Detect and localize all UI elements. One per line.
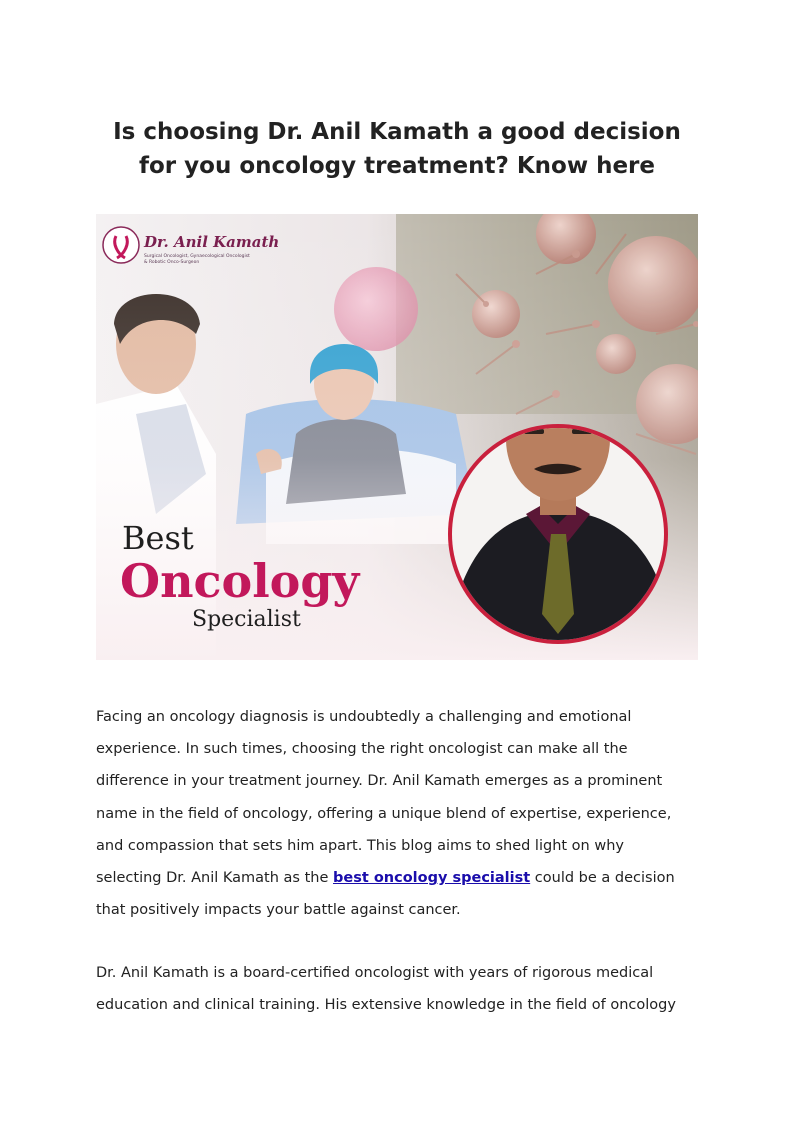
paragraph-line: Dr. Anil Kamath is a board-certified oncologist with years of rigorous medical xyxy=(96,965,654,981)
paragraph-line: and compassion that sets him apart. This blog aims to shed light on why xyxy=(96,837,624,854)
paragraph-line-with-link xyxy=(96,862,706,894)
paragraph-text: could be a decision xyxy=(530,870,675,887)
best-oncology-specialist-link[interactable]: best oncology specialist xyxy=(333,870,531,887)
hero-banner-image xyxy=(96,214,698,660)
paragraph-line: Facing an oncology diagnosis is undoubtedly a challenging and emotional xyxy=(96,709,632,725)
logo-name: Dr. Anil Kamath xyxy=(144,233,280,251)
credentials-paragraph xyxy=(96,957,706,1021)
paragraph-line: education and clinical training. His extensive knowledge in the field of oncology xyxy=(96,997,676,1014)
intro-paragraph xyxy=(96,701,706,926)
page-title xyxy=(60,115,734,183)
title-line-2: for you oncology treatment? Know here xyxy=(139,153,655,179)
paragraph-line: name in the field of oncology, offering a unique blend of expertise, experience, xyxy=(96,805,672,822)
paragraph-line: difference in your treatment journey. Dr. Anil Kamath emerges as a prominent xyxy=(96,773,663,790)
paragraph-line: experience. In such times, choosing the right oncologist can make all the xyxy=(96,741,628,758)
logo-subtitle-2: & Robotic Onco-Surgeon xyxy=(144,260,200,265)
headline-oncology: Oncology xyxy=(120,554,360,608)
paragraph-text: selecting Dr. Anil Kamath as the xyxy=(96,870,333,887)
headline-specialist: Specialist xyxy=(192,607,301,632)
headline-best: Best xyxy=(122,519,194,557)
paragraph-line: that positively impacts your battle against cancer. xyxy=(96,902,461,919)
title-line-1: Is choosing Dr. Anil Kamath a good decision xyxy=(113,119,681,145)
logo-subtitle-1: Surgical Oncologist, Gynaecological Oncologist xyxy=(144,254,250,259)
